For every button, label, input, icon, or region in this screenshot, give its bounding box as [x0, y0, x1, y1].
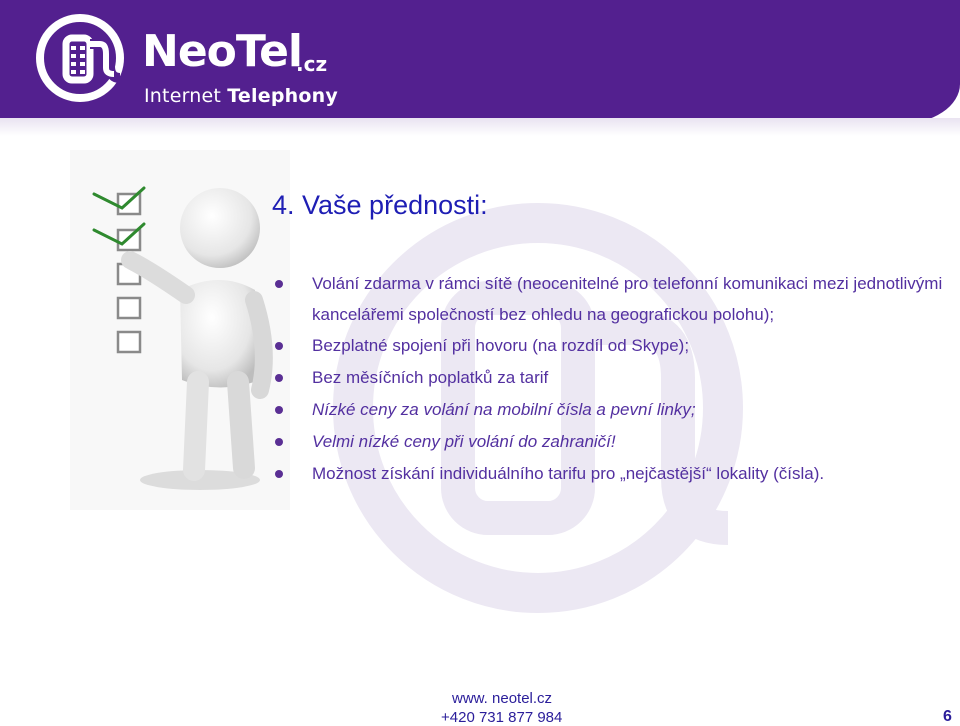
- bullet-icon: [275, 438, 283, 446]
- bullet-icon: [275, 406, 283, 414]
- list-item: [272, 394, 952, 426]
- footer-website: www. neotel.cz: [452, 690, 553, 707]
- bullet-icon: [275, 374, 283, 382]
- list-item: [272, 268, 952, 330]
- logo-at-icon: [30, 8, 130, 108]
- page-number: 6: [943, 708, 952, 725]
- advantages-list: [272, 268, 952, 490]
- slide-title: 4. Vaše přednosti:: [272, 190, 488, 220]
- tagline-internet: Internet: [144, 85, 228, 107]
- list-item: [272, 362, 952, 394]
- tagline-telephony: Telephony: [227, 85, 338, 107]
- list-item: [272, 458, 952, 490]
- list-item-text: Volání zdarma v rámci sítě (neocenitelné pro telefonní komunikaci mezi jednotlivými kancelářemi společností bez ohledu na geografickou polohu);: [312, 274, 943, 324]
- logo-domain: .cz: [296, 52, 328, 76]
- list-item-text: Bez měsíčních poplatků za tarif: [312, 368, 549, 387]
- logo-tagline: [144, 87, 338, 106]
- header-shadow: [0, 118, 960, 136]
- list-item-text: Nízké ceny za volání na mobilní čísla a pevní linky;: [312, 400, 696, 419]
- footer-phone: +420 731 877 984: [441, 709, 563, 726]
- list-item: [272, 426, 952, 458]
- header-banner: [0, 0, 960, 138]
- list-item-text: Bezplatné spojení při hovoru (na rozdíl od Skype);: [312, 336, 690, 355]
- list-item: [272, 330, 952, 362]
- bullet-icon: [275, 342, 283, 350]
- bullet-icon: [275, 280, 283, 288]
- checklist-figure-illustration: [70, 150, 290, 510]
- bullet-icon: [275, 470, 283, 478]
- list-item-text: Možnost získání individuálního tarifu pro „nejčastější“ lokality (čísla).: [312, 464, 825, 483]
- logo-name: NeoTel: [142, 26, 302, 77]
- list-item-text: Velmi nízké ceny při volání do zahraničí!: [312, 432, 616, 451]
